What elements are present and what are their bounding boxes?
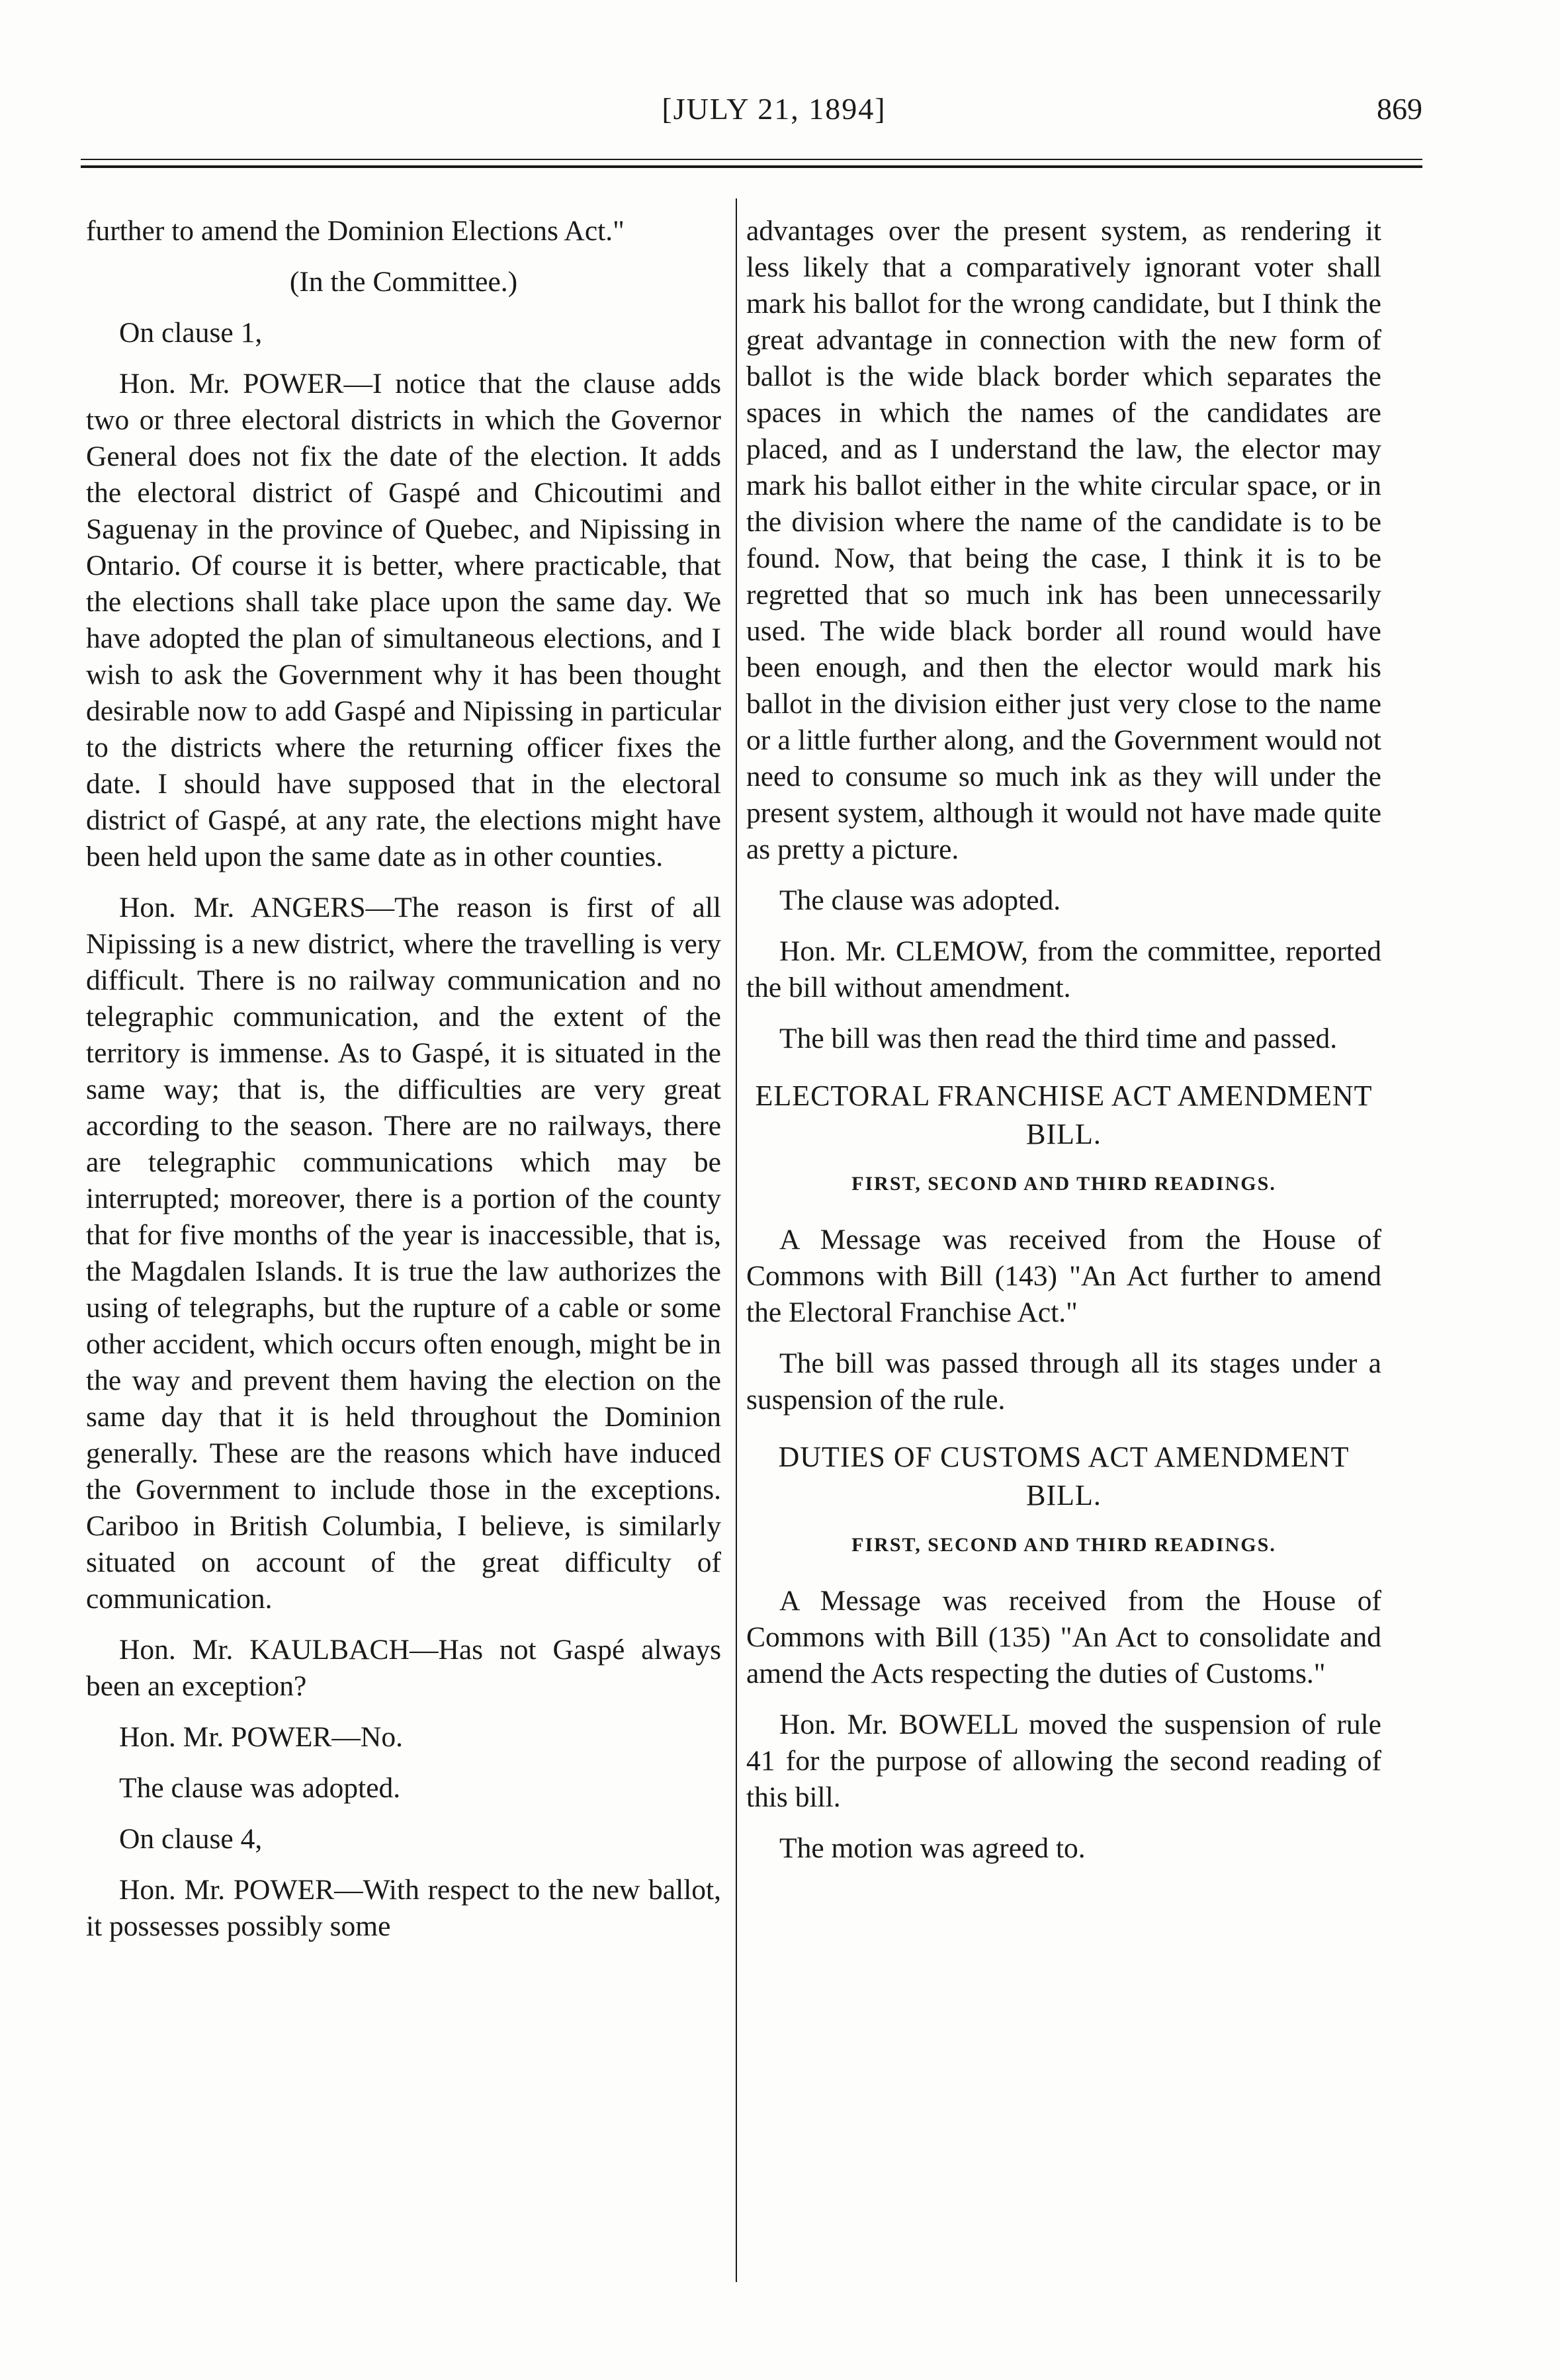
- paragraph: Hon. Mr. POWER—No.: [119, 1721, 403, 1753]
- right-column: [746, 213, 1381, 1881]
- paragraph: On clause 1,: [119, 317, 263, 349]
- paragraph: Hon. Mr. POWER—I notice that the clause adds two or three electoral districts in which the Governor General does not fix the date of the election. It adds the electoral district of Gaspé and Chicoutimi and Saguenay in the province of Quebec, and Nipissing in Ontario. Of course it is better, where practicable, that the elections shall take place upon the same day. We have adopted the plan of simultaneous elections, and I wish to ask the Government why it has been thought desirable now to add Gaspé and Nipissing in particular to the districts where the returning officer fixes the date. I should have supposed that in the electoral district of Gaspé, at any rate, the elections might have been held upon the same date as in other counties.: [86, 368, 721, 872]
- paragraph: Hon. Mr. BOWELL moved the suspension of rule 41 for the purpose of allowing the second reading of this bill.: [746, 1709, 1381, 1813]
- header-rule-thin: [81, 159, 1422, 160]
- committee-note: (In the Committee.): [289, 266, 518, 298]
- page-date: [JULY 21, 1894]: [662, 92, 887, 126]
- paragraph: Hon. Mr. CLEMOW, from the committee, reported the bill without amendment.: [746, 935, 1381, 1003]
- paragraph: The clause was adopted.: [779, 884, 1061, 916]
- paragraph: The motion was agreed to.: [779, 1832, 1086, 1864]
- section-subheading: FIRST, SECOND AND THIRD READINGS.: [851, 1173, 1276, 1195]
- paragraph: Hon. Mr. POWER—With respect to the new ballot, it possesses possibly some: [86, 1874, 721, 1942]
- page-number: 869: [1377, 92, 1422, 126]
- paragraph: A Message was received from the House of Commons with Bill (135) "An Act to consolidate and amend the Acts respecting the duties of Customs.": [746, 1585, 1381, 1689]
- header-rule-thick: [81, 165, 1422, 168]
- paragraph: Hon. Mr. KAULBACH—Has not Gaspé always been an exception?: [86, 1634, 721, 1702]
- paragraph: further to amend the Dominion Elections Act.": [86, 215, 625, 247]
- paragraph: The clause was adopted.: [119, 1772, 401, 1804]
- section-heading: DUTIES OF CUSTOMS ACT AMENDMENT BILL.: [778, 1441, 1350, 1511]
- paragraph: Hon. Mr. ANGERS—The reason is first of all Nipissing is a new district, where the travelling is very difficult. There is no railway communication and no telegraphic communication, and the extent of the territory is immense. As to Gaspé, it is situated in the same way; that is, the difficulties are very great according to the season. There are no railways, there are telegraphic communications which may be interrupted; moreover, there is a portion of the county that for five months of the year is inaccessible, that is, the Magdalen Islands. It is true the law authorizes the using of telegraphs, but the rupture of a cable or some other accident, which occurs often enough, might be in the way and prevent them having the election on the same day that it is held throughout the Dominion generally. These are the reasons which have induced the Government to include those in the exceptions. Cariboo in British Columbia, I believe, is similarly situated on account of the great difficulty of communication.: [86, 892, 721, 1615]
- paragraph: The bill was then read the third time and passed.: [779, 1023, 1338, 1054]
- paragraph: On clause 4,: [119, 1823, 263, 1855]
- paragraph: The bill was passed through all its stages under a suspension of the rule.: [746, 1347, 1381, 1416]
- section-subheading: FIRST, SECOND AND THIRD READINGS.: [851, 1534, 1276, 1556]
- paragraph: advantages over the present system, as rendering it less likely that a comparatively ignorant voter shall mark his ballot for the wrong candidate, but I think the great advantage in connection with the new form of ballot is the wide black border which separates the spaces in which the names of the candidates are placed, and as I understand the law, the elector may mark his ballot either in the white circular space, or in the division where the name of the candidate is to be found. Now, that being the case, I think it is to be regretted that so much ink has been unnecessarily used. The wide black border all round would have been enough, and then the elector would mark his ballot in the division either just very close to the name or a little further along, and the Government would not need to consume so much ink as they will under the present system, although it would not have made quite as pretty a picture.: [746, 215, 1381, 865]
- section-heading: ELECTORAL FRANCHISE ACT AMENDMENT BILL.: [755, 1080, 1373, 1150]
- column-divider: [736, 198, 737, 2282]
- paragraph: A Message was received from the House of Commons with Bill (143) "An Act further to amend the Electoral Franchise Act.": [746, 1224, 1381, 1328]
- left-column: [86, 213, 721, 1959]
